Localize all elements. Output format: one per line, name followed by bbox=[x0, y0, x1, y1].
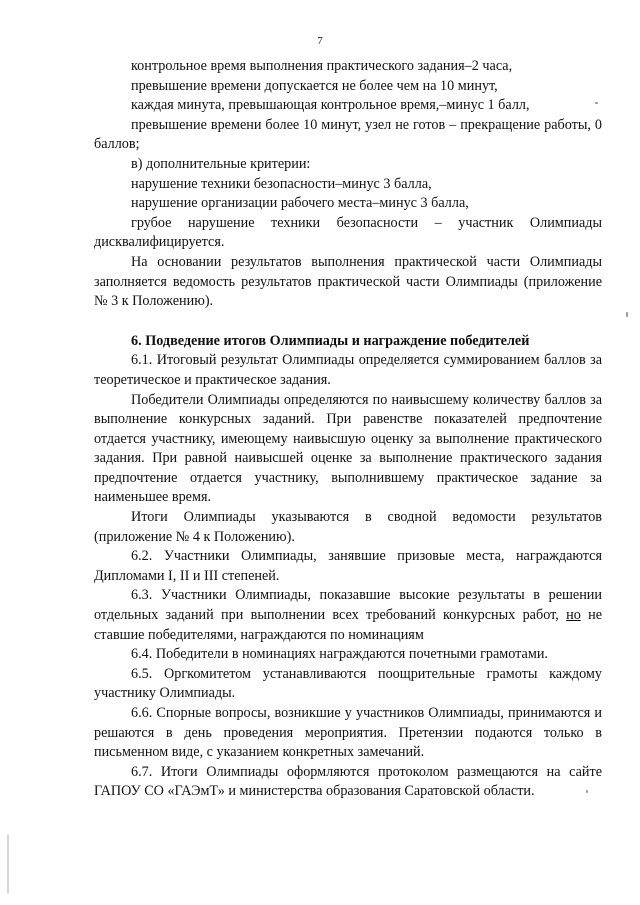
section-gap bbox=[94, 312, 602, 332]
paragraph-6-3-end: не ставшие победителями, награждаются по номинациям bbox=[94, 607, 603, 643]
paragraph-control-time: контрольное время выполнения практического задания–2 часа, bbox=[131, 58, 513, 74]
paragraph-6-4: 6.4. Победители в номинациях награждаются почетными грамотами. bbox=[131, 646, 548, 663]
document-body bbox=[94, 57, 602, 802]
paragraph-workplace-violation: нарушение организации рабочего места–минус 3 балла, bbox=[131, 195, 469, 212]
paragraph-6-3-start: 6.3. Участники Олимпиады, показавшие высокие результаты в решении отдельных заданий при выполнении всех требований конкурсных работ, bbox=[94, 587, 602, 624]
paragraph-6-2: 6.2. Участники Олимпиады, занявшие призовые места, награждаются Дипломами I, II и III степеней. bbox=[94, 548, 602, 584]
paragraph-6-1: 6.1. Итоговый результат Олимпиады определяется суммированием баллов за теоретическое и практическое задания. bbox=[94, 352, 602, 388]
paragraph-6-3 bbox=[94, 586, 602, 645]
page-number: 7 bbox=[317, 35, 323, 47]
paragraph-6-7: 6.7. Итоги Олимпиады оформляются протоколом размещаются на сайте ГАПОУ СО «ГАЭмТ» и министерства образования Саратовской области. bbox=[94, 763, 602, 800]
paragraph-results-summary: Итоги Олимпиады указываются в сводной ведомости результатов (приложение № 4 к Положению). bbox=[94, 509, 602, 545]
section-heading: 6. Подведение итогов Олимпиады и награждение победителей bbox=[131, 332, 530, 349]
paragraph-additional-criteria: в) дополнительные критерии: bbox=[131, 155, 311, 172]
paragraph-winners: Победители Олимпиады определяются по наивысшему количеству баллов за выполнение конкурсных заданий. При равенстве показателей предпочтение отдается участнику, имеющему наивысшую оценку за выполнение практического задания. При равной наивысшей оценке за выполнение практического задания предпочтение отдается участнику, выполнившему практическое задание за наименьшее время. bbox=[94, 391, 602, 506]
paragraph-6-6: 6.6. Спорные вопросы, возникшие у участников Олимпиады, принимаются и решаются в день проведения мероприятия. Претензии подаются только в письменном виде, с указанием конкретных замечаний. bbox=[94, 705, 602, 761]
underlined-word: но bbox=[566, 607, 581, 624]
paragraph-practical-results: На основании результатов выполнения практической части Олимпиады заполняется ведомость результатов практической части Олимпиады (приложение № 3 к Положению). bbox=[94, 253, 602, 310]
scan-mark-right-middle bbox=[626, 312, 628, 317]
scan-mark-left-bottom bbox=[7, 834, 9, 894]
paragraph-time-allowance: превышение времени допускается не более чем на 10 минут, bbox=[131, 77, 498, 94]
paragraph-overtime-termination: превышение времени более 10 минут, узел не готов – прекращение работы, 0 баллов; bbox=[94, 116, 602, 153]
paragraph-safety-violation: нарушение техники безопасности–минус 3 балла, bbox=[131, 175, 432, 192]
paragraph-disqualification: грубое нарушение техники безопасности – участник Олимпиады дисквалифицируется. bbox=[94, 214, 602, 251]
paragraph-6-5: 6.5. Оргкомитетом устанавливаются поощрительные грамоты каждому участнику Олимпиады. bbox=[94, 665, 602, 702]
paragraph-minute-penalty: каждая минута, превышающая контрольное время,–минус 1 балл, bbox=[131, 97, 530, 114]
scan-mark-lower-right bbox=[586, 790, 588, 793]
scan-mark-right-top bbox=[595, 102, 598, 104]
